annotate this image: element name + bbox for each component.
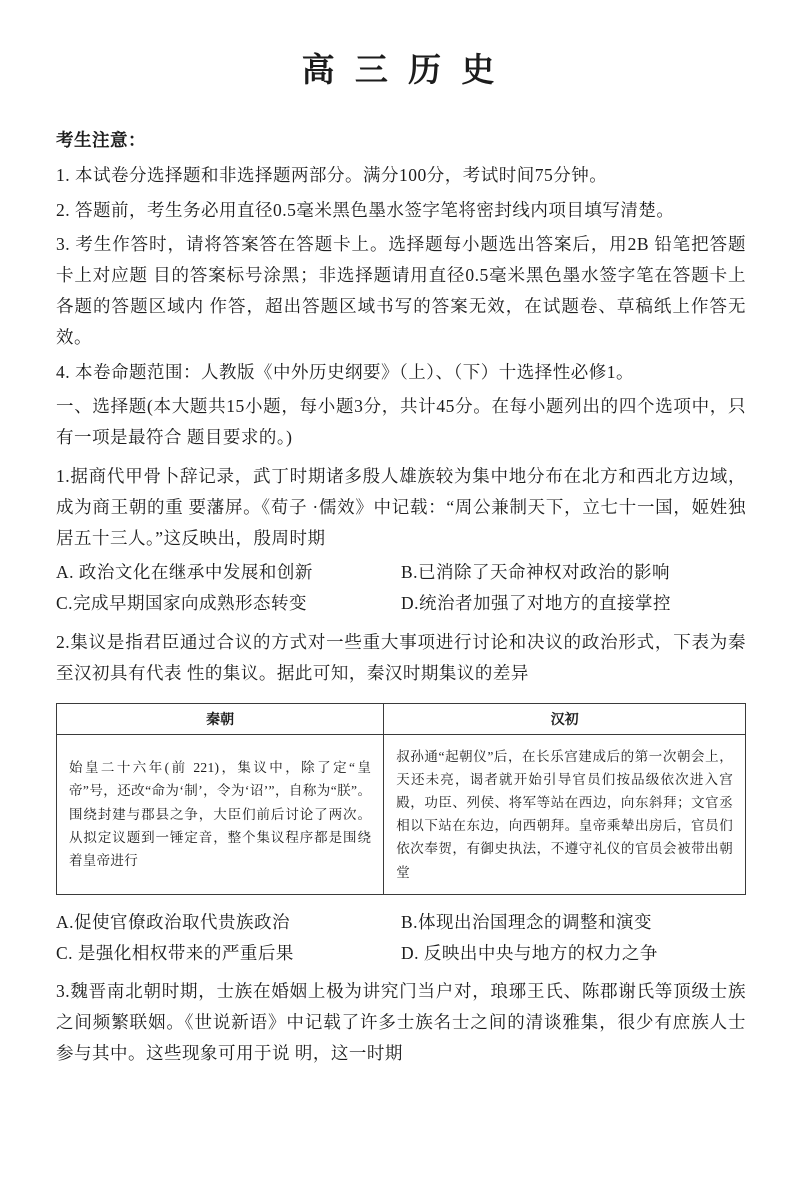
question-2-options-cd [56,938,746,969]
page-title: 高 三 历 史 [301,53,501,89]
table-cell-qin: 始皇二十六年(前 221)，集议中，除了定“皇帝”号，还改“命为‘制’，令为‘诏’”，自称为“朕”。围绕封建与郡县之争，大臣们前后讨论了两次。从拟定议题到一锤定音，整个集议程序都是围绕着皇帝进行 [57,734,384,894]
question-1-option-c: C.完成早期国家向成熟形态转变 [56,593,308,614]
question-3-stem: 3.魏晋南北朝时期，士族在婚姻上极为讲究门当户对，琅琊王氏、陈郡谢氏等顶级士族之间频繁联姻。《世说新语》中记载了许多士族名士之间的清谈雅集，很少有庶族人士参与其中。这些现象可用于说 明，这一时期 [56,981,746,1064]
question-2-option-b: B.体现出治国理念的调整和演变 [401,911,653,932]
table-header-han: 汉初 [384,703,746,734]
table-header-row [57,703,746,734]
question-2-option-c: C. 是强化相权带来的严重后果 [56,942,294,963]
table-header-qin: 秦朝 [57,703,384,734]
question-2-options-ab [56,907,746,938]
notice-item-4: 4. 本卷命题范围：人教版《中外历史纲要》（上）、（下）十选择性必修1。 [56,361,634,382]
question-2-option-d: D. 反映出中央与地方的权力之争 [401,942,658,963]
question-1-option-b: B.已消除了天命神权对政治的影响 [401,562,671,583]
table-cell-han: 叔孙通“起朝仪”后，在长乐宫建成后的第一次朝会上，天还未亮，谒者就开始引导官员们按品级依次进入宫殿，功臣、列侯、将军等站在西边，向东斜拜；文官丞相以下站在东边，向西朝拜。皇帝乘辇出房后，官员们依次奉贺，有御史执法，不遵守礼仪的官员会被带出朝堂 [384,734,746,894]
question-3 [56,976,746,1068]
question-2-table [56,703,746,895]
question-1 [56,461,746,619]
notice-item-2: 2. 答题前，考生务必用直径0.5毫米黑色墨水签字笔将密封线内项目填写清楚。 [56,199,675,220]
table-body-row [57,734,746,894]
question-1-option-d: D.统治者加强了对地方的直接掌控 [401,593,672,614]
question-1-options-ab [56,557,746,588]
question-2 [56,627,746,969]
section-heading: 一、选择题(本大题共15小题，每小题3分，共计45分。在每小题列出的四个选项中，只有一项是最符合 题目要求的。) [56,396,746,448]
notice-item-1: 1. 本试卷分选择题和非选择题两部分。满分100分，考试时间75分钟。 [56,164,608,185]
question-1-stem: 1.据商代甲骨卜辞记录，武丁时期诸多殷人雄族较为集中地分布在北方和西北方边域，成为商王朝的重 要藩屏。《荀子 ·儒效》中记载：“周公兼制天下，立七十一国，姬姓独居五十三人。”这反映出，殷周时期 [56,465,746,548]
notice-heading: 考生注意： [56,130,146,150]
notice-item-3: 3. 考生作答时，请将答案答在答题卡上。选择题每小题选出答案后，用2B 铅笔把答题卡上对应题 目的答案标号涂黑；非选择题请用直径0.5毫米黑色墨水签字笔在答题卡上各题的答题区域内 作答，超出答题区域书写的答案无效，在试题卷、草稿纸上作答无效。 [56,234,746,347]
question-1-option-a: A. 政治文化在继承中发展和创新 [56,562,313,583]
question-2-stem: 2.集议是指君臣通过合议的方式对一些重大事项进行讨论和决议的政治形式，下表为秦至汉初具有代表 性的集议。据此可知，秦汉时期集议的差异 [56,631,746,683]
question-1-options-cd [56,588,746,619]
question-2-option-a: A.促使官僚政治取代贵族政治 [56,911,291,932]
